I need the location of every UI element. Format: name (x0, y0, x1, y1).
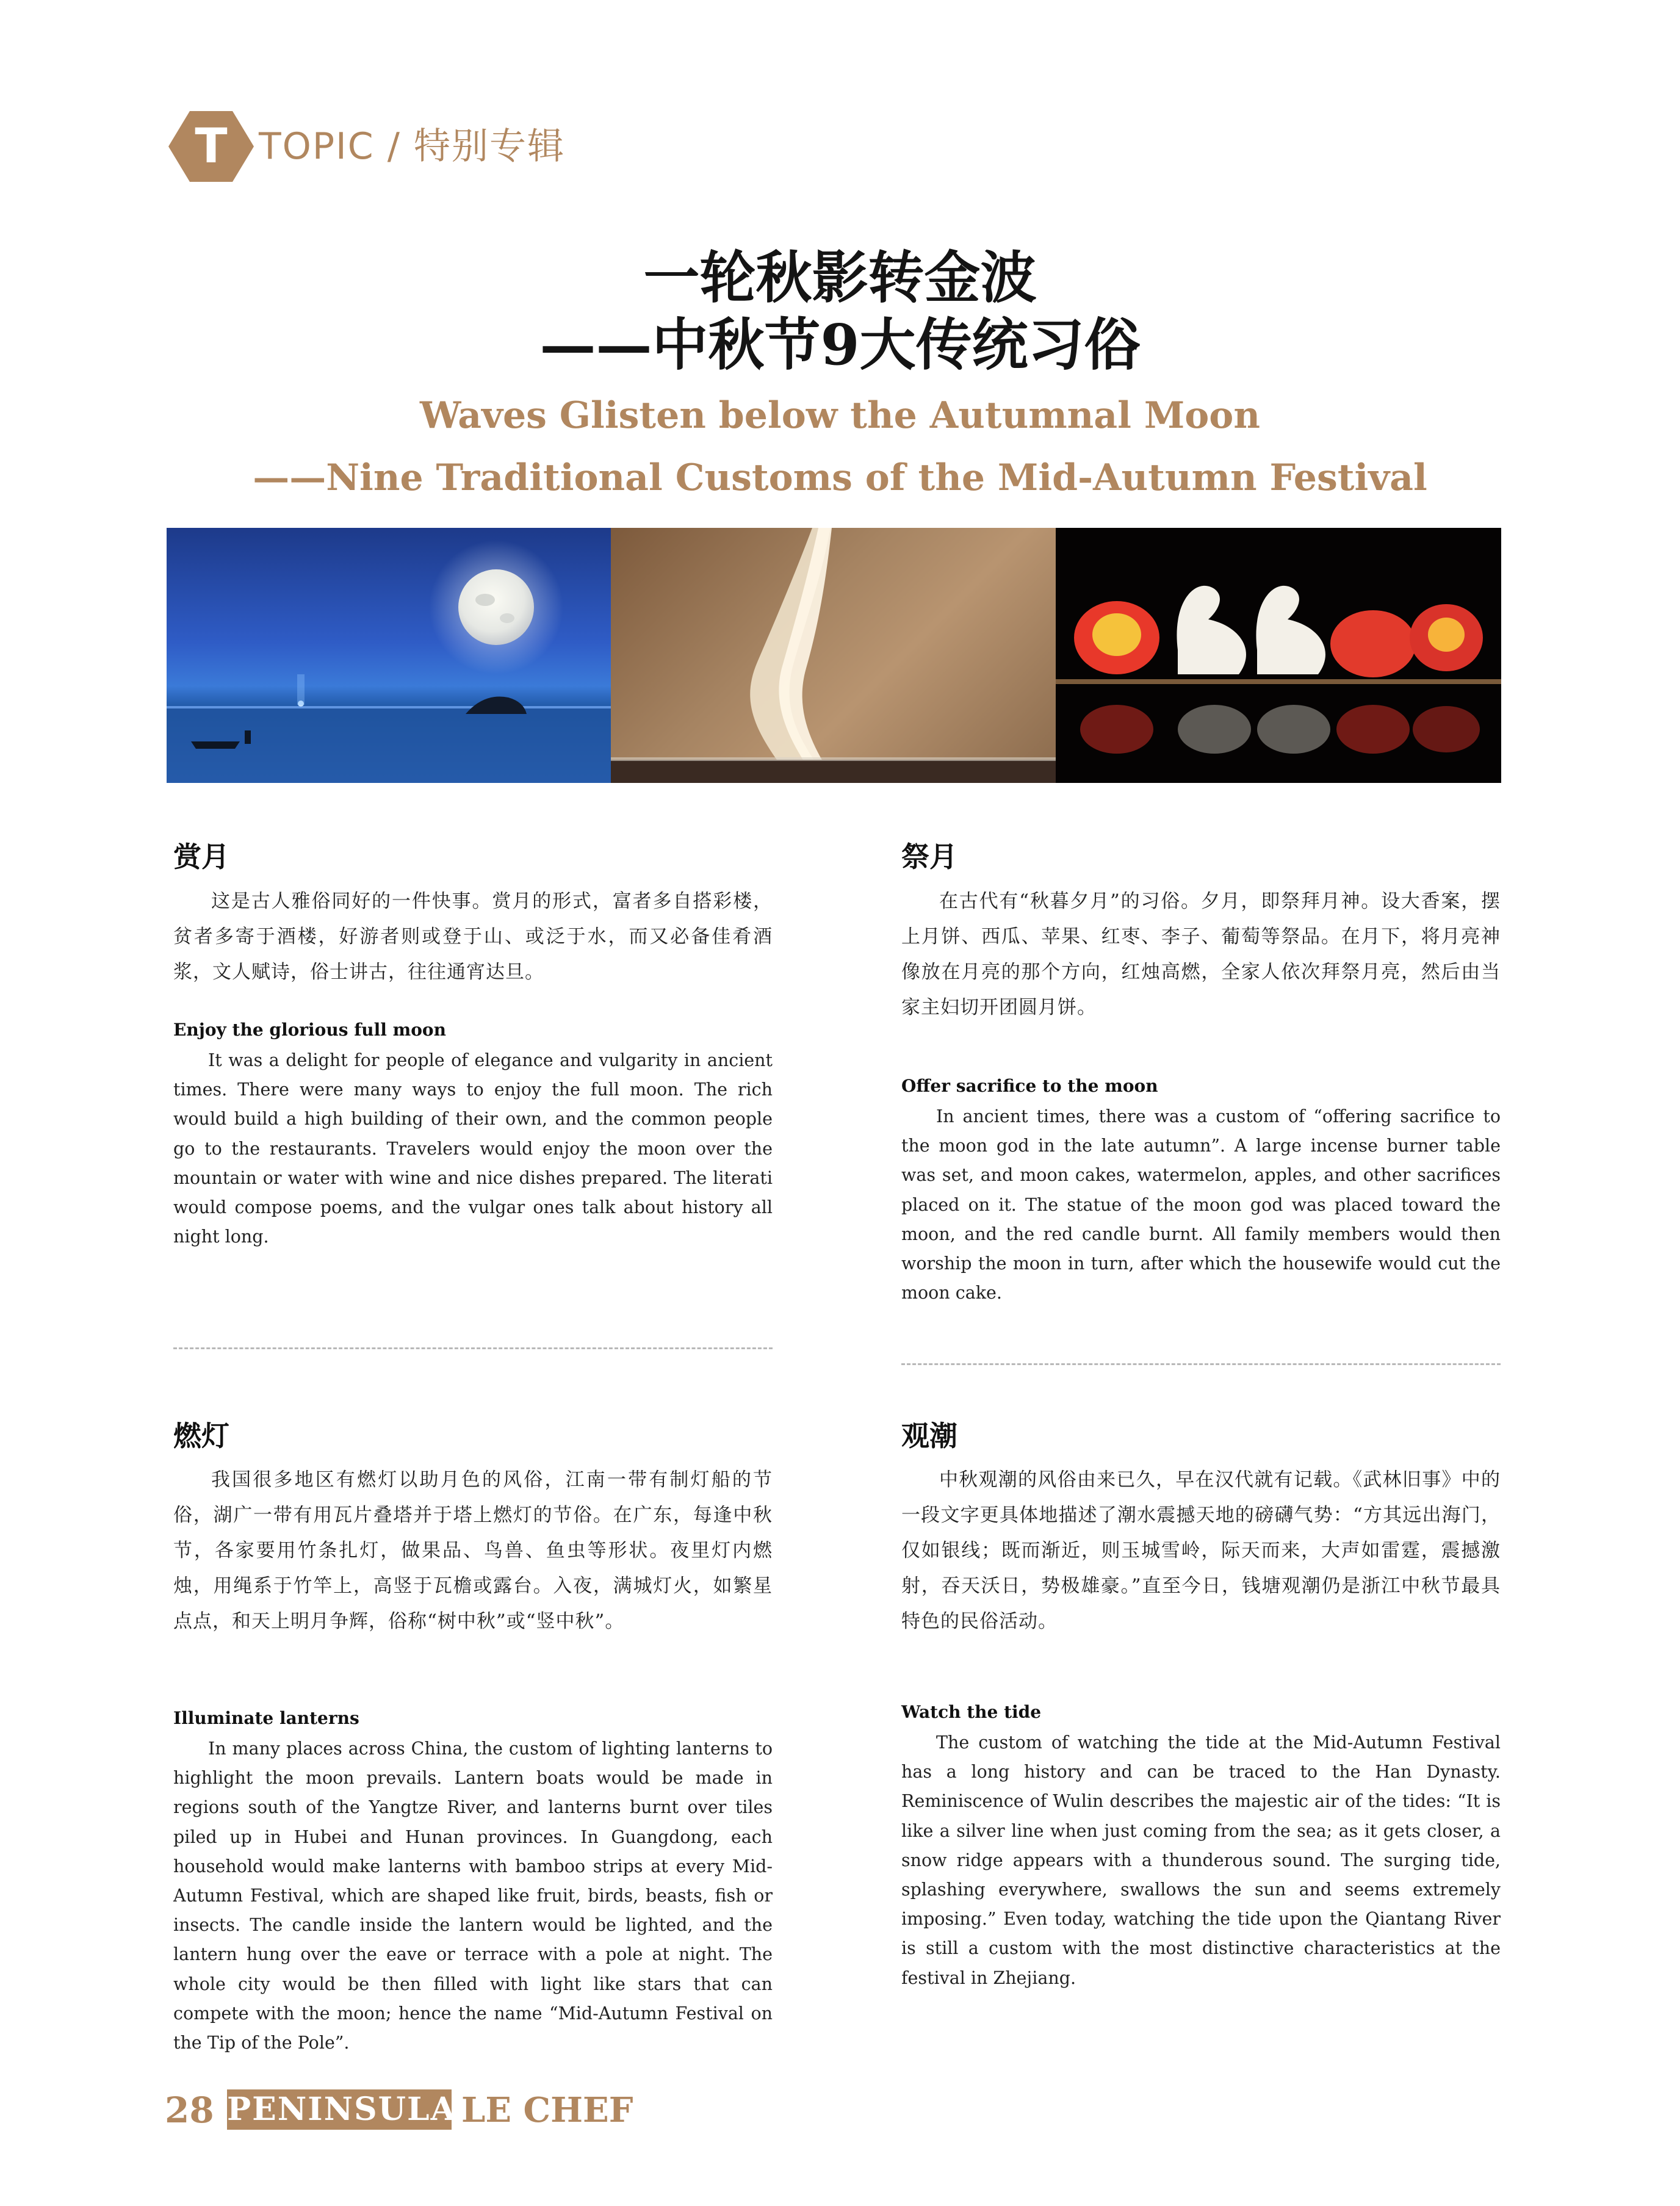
section-moon-viewing-heading-en: Enjoy the glorious full moon (173, 1020, 446, 1040)
section-tide-heading-zh: 观潮 (901, 1419, 957, 1452)
section-lanterns-heading-zh: 燃灯 (173, 1419, 229, 1452)
section-moon-sacrifice-body-zh: 在古代有“秋暮夕月”的习俗。夕月，即祭拜月神。设大香案，摆上月饼、西瓜、苹果、红枣、李子、葡萄等祭品。在月下，将月亮神像放在月亮的那个方向，红烛高燃，全家人依次拜祭月亮，然后由当家主妇切开团圆月饼。 (901, 890, 1501, 1018)
section-divider (901, 1363, 1501, 1365)
tide-photo (611, 528, 1056, 783)
brand-tail: LE CHEF (461, 2090, 633, 2130)
title-en-line2: ——Nine Traditional Customs of the Mid-Autumn Festival (253, 456, 1427, 499)
section-moon-viewing-body-en: It was a delight for people of elegance and vulgarity in ancient times. There were many ways to enjoy the full moon. The rich would build a high building of their own, and the common people go to the restaurants. Travelers would enjoy the moon over the mountain or water with wine and nice dishes prepared. The literati would compose poems, and the vulgar ones talk about history all night long. (173, 1050, 773, 1247)
section-tide-body-en: The custom of watching the tide at the Mid-Autumn Festival has a long history and can be traced to the Han Dynasty. Reminiscence of Wulin describes the majestic air of the tides: “It is like a silver line when just coming from the sea; as it gets closer, a snow ridge appears with a thunderous sound. The surging tide, splashing everywhere, swallows the sun and seems extremely imposing.” Even today, watching the tide upon the Qiantang River is still a custom with the most distinctive characteristics at the festival in Zhejiang. (901, 1732, 1501, 1988)
title-zh-line1: 一轮秋影转金波 (643, 245, 1037, 311)
section-lanterns-heading-en: Illuminate lanterns (173, 1708, 359, 1728)
full-moon-photo (167, 528, 611, 783)
section-label: TOPIC / 特别专辑 (259, 125, 566, 168)
section-lanterns-body-en: In many places across China, the custom of lighting lanterns to highlight the moon prevails. Lantern boats would be made in regions south of the Yangtze River, and lanterns burnt over tiles piled up in Hubei and Hunan provinces. In Guangdong, each household would make lanterns with bamboo strips at every Mid-Autumn Festival, which are shaped like fruit, birds, beasts, fish or insects. The candle inside the lantern would be lighted, and the lantern hung over the eave or terrace with a pole at night. The whole city would be then filled with light like stars that can compete with the moon; hence the name “Mid-Autumn Festival on the Tip of the Pole”. (173, 1739, 773, 2053)
section-divider (173, 1347, 773, 1349)
section-moon-viewing-body-zh: 这是古人雅俗同好的一件快事。赏月的形式，富者多自搭彩楼，贫者多寄于酒楼，好游者则或登于山、或泛于水，而又必备佳肴酒浆，文人赋诗，俗士讲古，往往通宵达旦。 (173, 890, 773, 983)
section-moon-viewing-heading-zh: 赏月 (173, 840, 229, 873)
section-moon-sacrifice-body-en: In ancient times, there was a custom of “offering sacrifice to the moon god in the late autumn”. A large incense burner table was set, and moon cakes, watermelon, apples, and other sacrifices placed on it. The statue of the moon god was placed toward the moon, and the red candle burnt. All family members would then worship the moon in turn, after which the housewife would cut the moon cake. (901, 1106, 1501, 1303)
section-tide-heading-en: Watch the tide (901, 1702, 1042, 1722)
title-zh-line2: ——中秋节9大传统习俗 (539, 312, 1141, 378)
section-moon-sacrifice-heading-zh: 祭月 (901, 840, 957, 873)
brand-box-text: PENINSULA (227, 2091, 456, 2128)
section-lanterns-body-zh: 我国很多地区有燃灯以助月色的风俗，江南一带有制灯船的节俗，湖广一带有用瓦片叠塔并于塔上燃灯的节俗。在广东，每逢中秋节，各家要用竹条扎灯，做果品、鸟兽、鱼虫等形状。夜里灯内燃烛，用绳系于竹竿上，高竖于瓦檐或露台。入夜，满城灯火，如繁星点点，和天上明月争辉，俗称“树中秋”或“竖中秋”。 (173, 1469, 773, 1632)
page-number: 28 (165, 2089, 214, 2131)
title-en-line1: Waves Glisten below the Autumnal Moon (420, 394, 1260, 437)
lanterns-photo (1056, 528, 1501, 783)
topic-badge-letter: T (195, 119, 228, 174)
section-tide-body-zh: 中秋观潮的风俗由来已久，早在汉代就有记载。《武林旧事》中的一段文字更具体地描述了潮水震撼天地的磅礴气势：“方其远出海门，仅如银线；既而渐近，则玉城雪岭，际天而来，大声如雷霆，震撼激射，吞天沃日，势极雄豪。”直至今日，钱塘观潮仍是浙江中秋节最具特色的民俗活动。 (901, 1469, 1501, 1632)
section-moon-sacrifice-heading-en: Offer sacrifice to the moon (901, 1076, 1158, 1096)
